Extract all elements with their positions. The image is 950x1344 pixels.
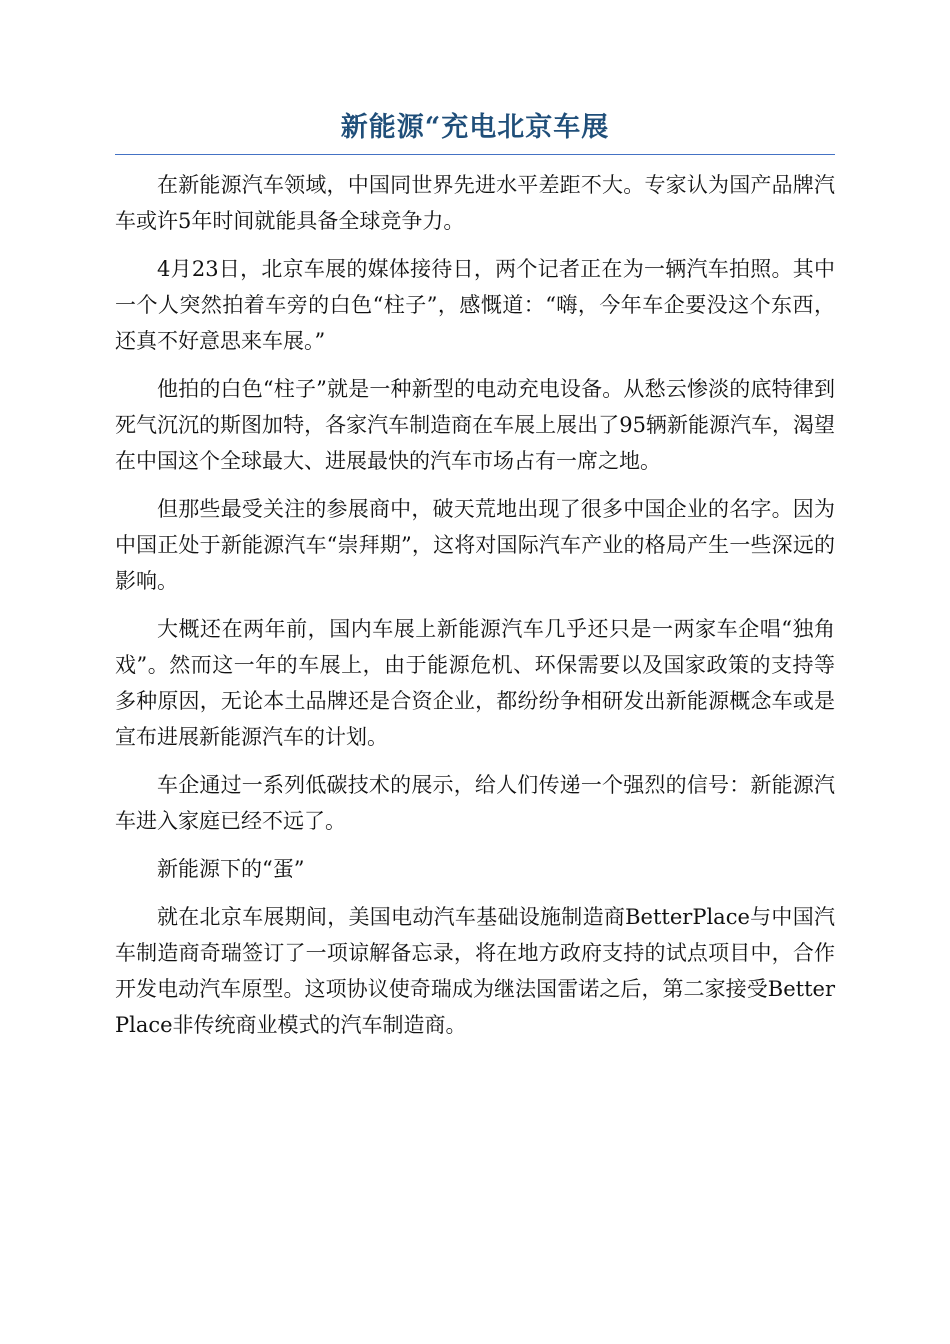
document-page [115,108,835,1055]
paragraph-4: 但那些最受关注的参展商中，破天荒地出现了很多中国企业的名字。因为中国正处于新能源汽车“崇拜期”，这将对国际汽车产业的格局产生一些深远的影响。 [115,497,835,593]
paragraph-6: 车企通过一系列低碳技术的展示，给人们传递一个强烈的信号：新能源汽车进入家庭已经不远了。 [115,773,835,833]
paragraph-5: 大概还在两年前，国内车展上新能源汽车几乎还只是一两家车企唱“独角戏”。然而这一年的车展上，由于能源危机、环保需要以及国家政策的支持等多种原因，无论本土品牌还是合资企业，都纷纷争相研发出新能源概念车或是宣布进展新能源汽车的计划。 [115,617,835,749]
paragraph-3: 他拍的白色“柱子”就是一种新型的电动充电设备。从愁云惨淡的底特律到死气沉沉的斯图加特，各家汽车制造商在车展上展出了95辆新能源汽车，渴望在中国这个全球最大、进展最快的汽车市场占有一席之地。 [115,377,835,473]
paragraph-1: 在新能源汽车领域，中国同世界先进水平差距不大。专家认为国产品牌汽车或许5年时间就能具备全球竞争力。 [115,173,835,233]
paragraph-2: 4月23日，北京车展的媒体接待日，两个记者正在为一辆汽车拍照。其中一个人突然拍着车旁的白色“柱子”，感慨道：“嗨，今年车企要没这个东西，还真不好意思来车展。” [115,257,835,353]
section-heading: 新能源下的“蛋” [157,857,305,881]
document-title: 新能源“充电北京车展 [115,108,835,155]
paragraph-7: 就在北京车展期间，美国电动汽车基础设施制造商BetterPlace与中国汽车制造商奇瑞签订了一项谅解备忘录，将在地方政府支持的试点项目中，合作开发电动汽车原型。这项协议使奇瑞成为继法国雷诺之后，第二家接受BetterPlace非传统商业模式的汽车制造商。 [115,905,835,1037]
